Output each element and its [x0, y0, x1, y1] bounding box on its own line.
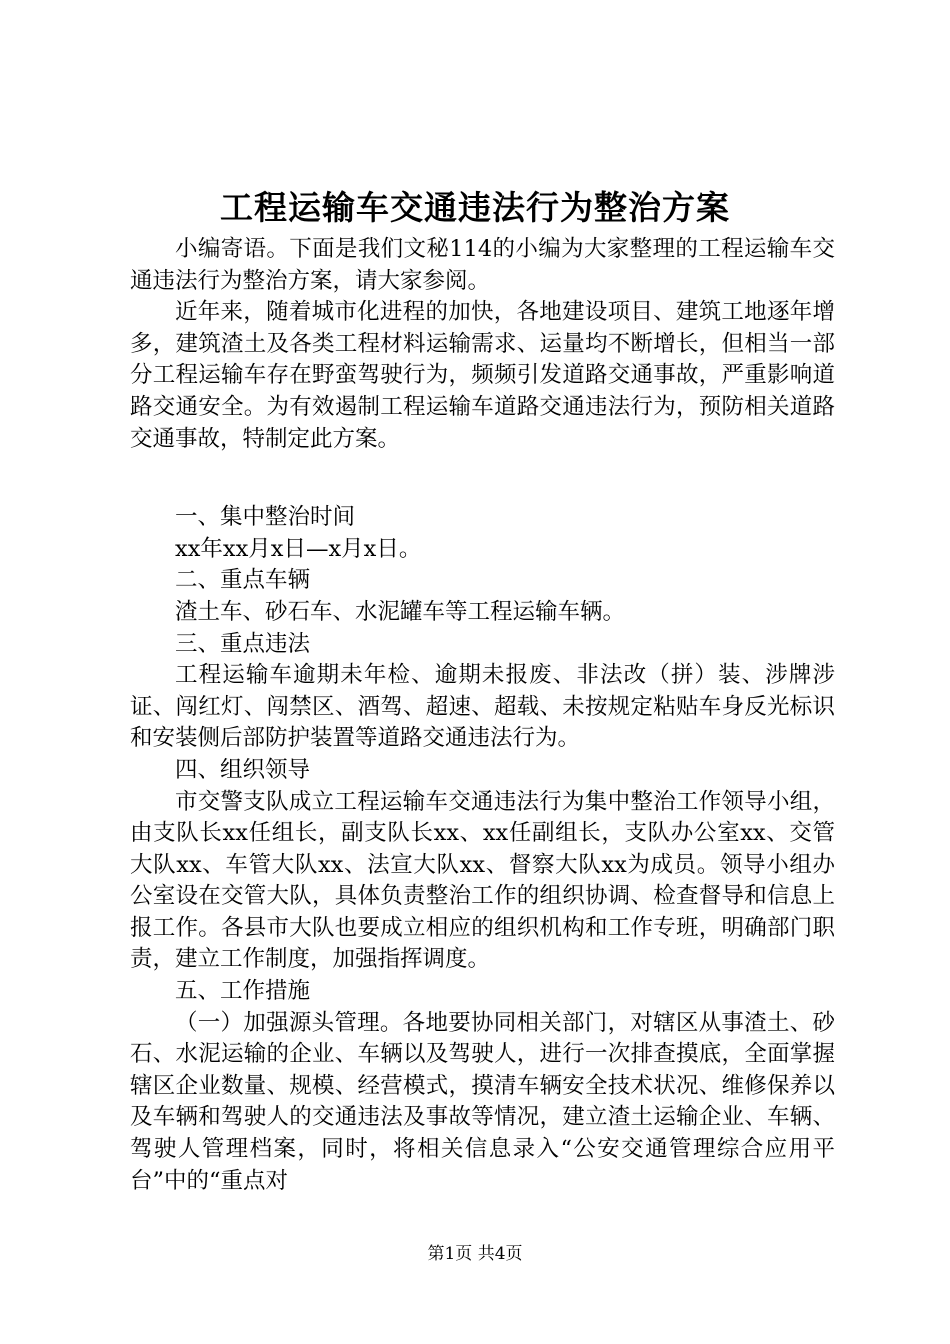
section-heading-measures: 五、工作措施 — [175, 978, 311, 1005]
background-paragraph: 近年来，随着城市化进程的加快，各地建设项目、建筑工地逐年增多，建筑渣土及各类工程材料运输需求、运量均不断增长，但相当一部分工程运输车存在野蛮驾驶行为，频频引发道路交通事故，严重影响道路交通安全。为有效遏制工程运输车道路交通违法行为，预防相关道路交通事故，特制定此方案。 — [130, 299, 835, 452]
document-title: 工程运输车交通违法行为整治方案 — [220, 188, 730, 227]
section-heading-vehicles: 二、重点车辆 — [175, 567, 311, 594]
intro-paragraph: 小编寄语。下面是我们文秘114的小编为大家整理的工程运输车交通违法行为整治方案，请大家参阅。 — [130, 236, 835, 294]
document-body — [130, 234, 835, 1197]
page-footer: 第1页 共4页 — [427, 1244, 523, 1264]
section-heading-leadership: 四、组织领导 — [175, 756, 311, 783]
leadership-paragraph: 市交警支队成立工程运输车交通违法行为集中整治工作领导小组，由支队长xx任组长，副支队长xx、xx任副组长，支队办公室xx、交管大队xx、车管大队xx、法宣大队xx、督察大队xx为成员。领导小组办公室设在交管大队，具体负责整治工作的组织协调、检查督导和信息上报工作。各县市大队也要成立相应的组织机构和工作专班，明确部门职责，建立工作制度，加强指挥调度。 — [130, 788, 835, 973]
section-heading-time: 一、集中整治时间 — [175, 504, 356, 531]
vehicles-paragraph: 渣土车、砂石车、水泥罐车等工程运输车辆。 — [175, 598, 626, 625]
violations-paragraph: 工程运输车逾期未年检、逾期未报废、非法改（拼）装、涉牌涉证、闯红灯、闯禁区、酒驾、超速、超载、未按规定粘贴车身反光标识和安装侧后部防护装置等道路交通违法行为。 — [130, 662, 835, 752]
paragraph-gap — [130, 455, 835, 502]
section-heading-violations: 三、重点违法 — [175, 630, 311, 657]
time-paragraph: xx年xx月x日—x月x日。 — [175, 535, 422, 562]
measures-paragraph: （一）加强源头管理。各地要协同相关部门，对辖区从事渣土、砂石、水泥运输的企业、车辆以及驾驶人，进行一次排查摸底，全面掌握辖区企业数量、规模、经营模式，摸清车辆安全技术状况、维修保养以及车辆和驾驶人的交通违法及事故等情况，建立渣土运输企业、车辆、驾驶人管理档案，同时，将相关信息录入“公安交通管理综合应用平台”中的“重点对 — [130, 1009, 835, 1194]
